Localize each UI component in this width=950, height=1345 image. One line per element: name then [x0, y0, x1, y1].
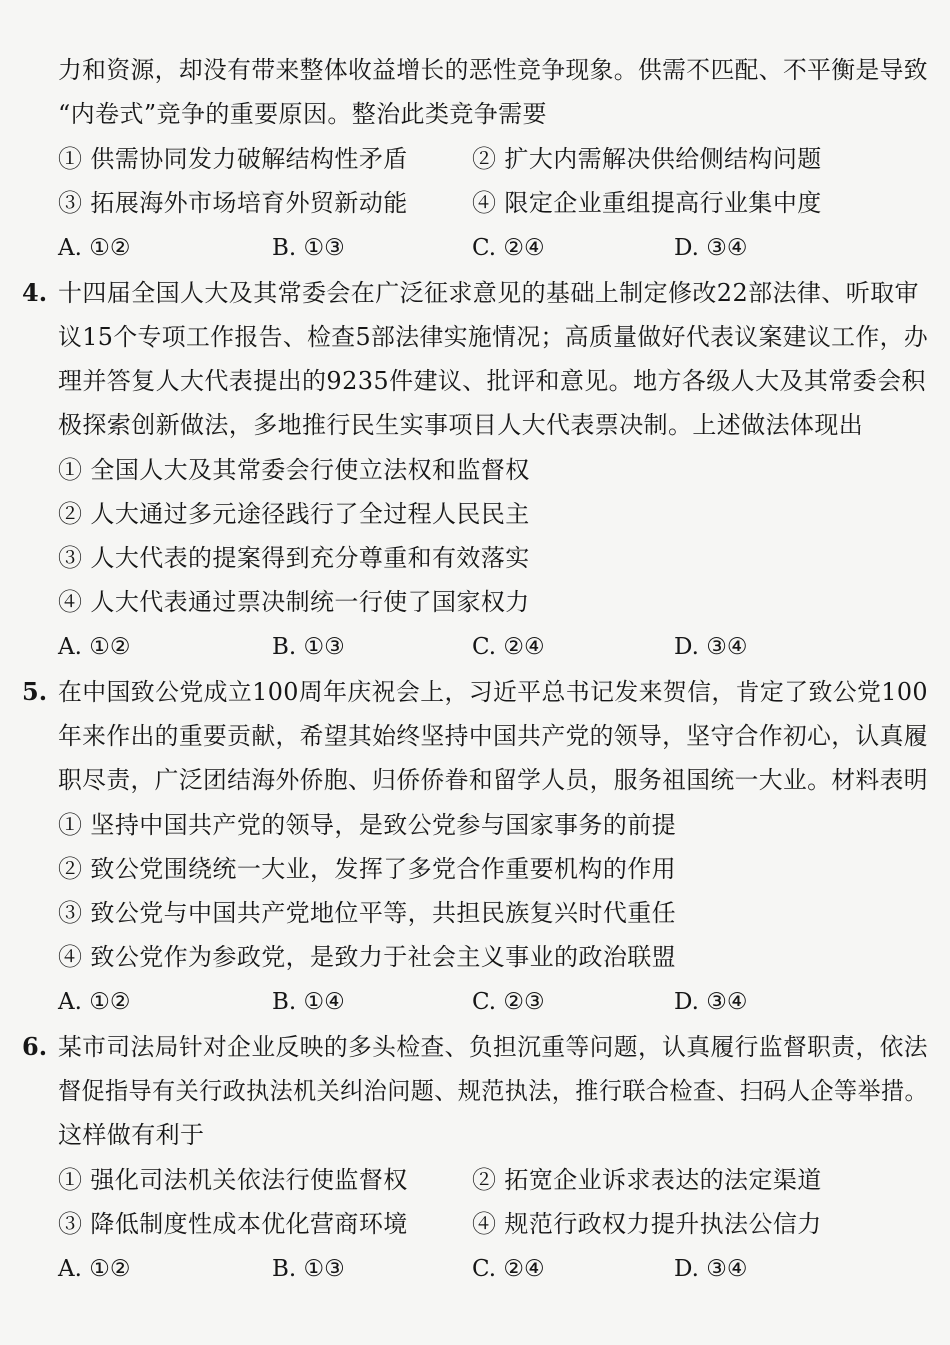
- question-3-answer-c: C. ②④: [472, 235, 545, 261]
- question-4-answer-a: A. ①②: [58, 634, 131, 660]
- question-5-stem-line: 年来作出的重要贡献，希望其始终坚持中国共产党的领导，坚守合作初心，认真履: [58, 722, 928, 750]
- question-5-option-3: ③ 致公党与中国共产党地位平等，共担民族复兴时代重任: [58, 899, 677, 927]
- question-4-option-1: ① 全国人大及其常委会行使立法权和监督权: [58, 456, 530, 484]
- question-3-answer-a: A. ①②: [58, 235, 131, 261]
- question-3-option-1: ① 供需协同发力破解结构性矛盾: [58, 145, 408, 173]
- question-4-stem-line: 理并答复人大代表提出的9235件建议、批评和意见。地方各级人大及其常委会积: [58, 367, 926, 395]
- question-3-stem-line: 力和资源，却没有带来整体收益增长的恶性竞争现象。供需不匹配、不平衡是导致: [58, 56, 928, 84]
- question-5-stem-line: 在中国致公党成立100周年庆祝会上，习近平总书记发来贺信，肯定了致公党100: [58, 678, 929, 706]
- question-5-answer-a: A. ①②: [58, 989, 131, 1015]
- question-5-stem-line: 职尽责，广泛团结海外侨胞、归侨侨眷和留学人员，服务祖国统一大业。材料表明: [58, 766, 928, 794]
- question-3-option-3: ③ 拓展海外市场培育外贸新动能: [58, 189, 408, 217]
- question-6-answer-a: A. ①②: [58, 1256, 131, 1282]
- question-4-option-4: ④ 人大代表通过票决制统一行使了国家权力: [58, 588, 530, 616]
- question-4-answer-c: C. ②④: [472, 634, 545, 660]
- question-6-option-1: ① 强化司法机关依法行使监督权: [58, 1166, 408, 1194]
- question-4-answer-d: D. ③④: [674, 634, 748, 660]
- question-4-stem-line: 极探索创新做法，多地推行民生实事项目人大代表票决制。上述做法体现出: [58, 411, 864, 439]
- question-5-option-2: ② 致公党围绕统一大业，发挥了多党合作重要机构的作用: [58, 855, 677, 883]
- question-6-option-3: ③ 降低制度性成本优化营商环境: [58, 1210, 408, 1238]
- question-4-option-3: ③ 人大代表的提案得到充分尊重和有效落实: [58, 544, 530, 572]
- question-4-answer-b: B. ①③: [272, 634, 345, 660]
- question-4-number: 4.: [22, 278, 48, 307]
- question-5-answer-b: B. ①④: [272, 989, 345, 1015]
- question-5-answer-d: D. ③④: [674, 989, 748, 1015]
- question-4-stem-line: 议15个专项工作报告、检查5部法律实施情况；高质量做好代表议案建议工作，办: [58, 323, 929, 351]
- question-6-stem-line: 某市司法局针对企业反映的多头检查、负担沉重等问题，认真履行监督职责，依法: [58, 1033, 928, 1061]
- question-3-option-2: ② 扩大内需解决供给侧结构问题: [472, 145, 822, 173]
- question-6-stem-line: 督促指导有关行政执法机关纠治问题、规范执法，推行联合检查、扫码人企等举措。: [58, 1077, 929, 1105]
- question-4-stem-line: 十四届全国人大及其常委会在广泛征求意见的基础上制定修改22部法律、听取审: [58, 279, 919, 307]
- question-5-answer-c: C. ②③: [472, 989, 545, 1015]
- question-3-answer-b: B. ①③: [272, 235, 345, 261]
- question-6-answer-d: D. ③④: [674, 1256, 748, 1282]
- question-5-option-4: ④ 致公党作为参政党，是致力于社会主义事业的政治联盟: [58, 943, 677, 971]
- question-6-stem-line: 这样做有利于: [58, 1121, 205, 1149]
- question-6-answer-b: B. ①③: [272, 1256, 345, 1282]
- question-6-answer-c: C. ②④: [472, 1256, 545, 1282]
- question-5-number: 5.: [22, 677, 48, 706]
- question-6-option-4: ④ 规范行政权力提升执法公信力: [472, 1210, 822, 1238]
- question-6-option-2: ② 拓宽企业诉求表达的法定渠道: [472, 1166, 822, 1194]
- question-4-option-2: ② 人大通过多元途径践行了全过程人民民主: [58, 500, 530, 528]
- question-3-answer-d: D. ③④: [674, 235, 748, 261]
- question-3-stem-line: “内卷式”竞争的重要原因。整治此类竞争需要: [58, 100, 547, 128]
- question-5-option-1: ① 坚持中国共产党的领导，是致公党参与国家事务的前提: [58, 811, 677, 839]
- question-6-number: 6.: [22, 1032, 48, 1061]
- question-3-option-4: ④ 限定企业重组提高行业集中度: [472, 189, 822, 217]
